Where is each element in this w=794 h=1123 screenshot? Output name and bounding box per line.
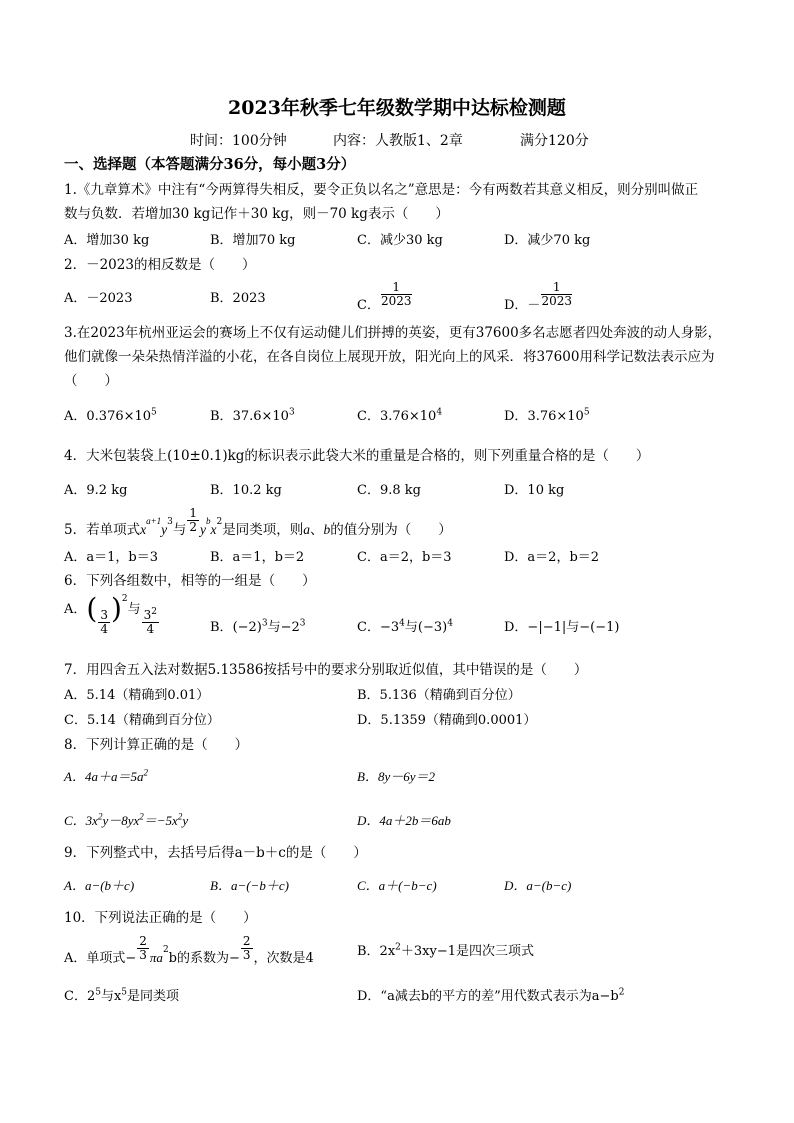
q3-option-c	[357, 407, 443, 424]
q7-option-b: B．5.136（精确到百分位）	[357, 688, 521, 703]
option-label: A．	[64, 602, 87, 617]
q2-option-d-label: D．－	[504, 297, 541, 313]
exponent: 2	[143, 767, 148, 778]
exponent: a+1	[146, 516, 162, 527]
option-label: B．	[210, 620, 233, 635]
option-value: 3.76×10	[527, 409, 584, 424]
separator: 、	[310, 521, 324, 538]
q5-fraction	[187, 507, 199, 533]
q7-option-c: C．5.14（精确到百分位）	[64, 713, 220, 728]
q2-option-b: B．2023	[210, 291, 266, 306]
fraction-denominator: 3	[139, 947, 147, 962]
option-label: C．	[357, 409, 380, 424]
q6-a-fraction	[98, 609, 110, 635]
q6-option-d: D．−|−1|与−(−1)	[504, 620, 620, 635]
q4-option-a: A．9.2 kg	[64, 483, 128, 498]
q6-stem: 6．下列各组数中，相等的一组是（ ）	[64, 573, 316, 589]
q5-stem-end: 的值分别为（ ）	[330, 521, 452, 538]
score-info: 满分120分	[520, 133, 589, 149]
q6-option-b	[210, 618, 306, 635]
time-info: 时间：100分钟	[190, 133, 287, 149]
variable-y: y	[200, 521, 207, 537]
option-label: D．	[504, 409, 528, 424]
q5-option-a: A．a＝1，b＝3	[64, 550, 159, 565]
exponent: 3	[299, 618, 306, 629]
q5-option-d: D．a＝2，b＝2	[504, 550, 600, 565]
exponent: 3	[288, 407, 295, 418]
q2-stem: 2．－2023的相反数是（ ）	[64, 257, 256, 273]
q2-option-c-fraction	[381, 281, 412, 307]
exponent: 2	[139, 811, 144, 822]
fraction-numerator: 1	[541, 281, 572, 295]
q9-option-c: C．a＋(−b−c)	[357, 878, 437, 893]
section-heading: 一、选择题（本答题满分36分，每小题3分）	[64, 156, 356, 173]
option-value: 0.376×10	[86, 409, 152, 424]
q4-expression: (10±0.1)	[167, 448, 228, 464]
q2-option-d	[504, 280, 573, 313]
fraction-denominator: 2023	[380, 293, 412, 308]
q3-stem-line2: 他们就像一朵朵热情洋溢的小花，在各自岗位上展现开放，阳光向上的风采．将37600用科学记数法表示应为	[64, 349, 715, 365]
fraction-denominator: 2	[189, 519, 198, 534]
q8-stem: 8．下列计算正确的是（ ）	[64, 737, 249, 753]
option-label: A．	[64, 409, 87, 424]
numerator-base: 3	[143, 608, 152, 623]
q5-stem	[64, 506, 452, 538]
q3-stem-line1: 3.在2023年杭州亚运会的赛场上不仅有运动健儿们拼搏的英姿，更有37600多名志愿者四处奔波的动人身影，	[64, 325, 722, 341]
q8-option-c	[64, 811, 189, 828]
q7-option-d: D．5.1359（精确到0.0001）	[357, 713, 537, 728]
exam-title: 2023年秋季七年级数学期中达标检测题	[228, 97, 566, 119]
right-paren: )	[110, 592, 122, 625]
q4-option-b: B．10.2 kg	[210, 483, 282, 498]
option-text: A．单项式−	[64, 950, 137, 966]
q1-option-b: B．增加70 kg	[210, 233, 296, 248]
q4-stem-post: kg的标识表示此袋大米的重量是合格的，则下列重量合格的是（ ）	[227, 448, 650, 464]
q10-option-d	[357, 987, 625, 1004]
option-text: b的系数为−	[168, 950, 240, 966]
option-value: 3.76×10	[379, 409, 437, 424]
option-text: D．“a减去b的平方的差”用代数式表示为a−b	[357, 989, 619, 1004]
fraction-denominator: 4	[146, 622, 155, 636]
q7-stem: 7．用四舍五入法对数据5.13586按括号中的要求分别取近似值，其中错误的是（ ）	[64, 662, 588, 678]
q1-stem-line1: 1.《九章算术》中注有“今两算得失相反，要令正负以名之”意思是：今有两数若其意义相反，则分别叫做正	[64, 182, 699, 198]
term: πa	[149, 949, 163, 965]
q6-c-term: C．−3	[357, 620, 400, 635]
connector: 与	[127, 602, 141, 617]
exponent: 2	[97, 811, 103, 822]
q8-option-d: D．4a＋2b＝6ab	[357, 813, 451, 828]
q7-option-a: A．5.14（精确到0.01）	[64, 688, 210, 703]
q3-option-a	[64, 407, 157, 424]
fraction-numerator: 2	[139, 934, 147, 948]
fraction-denominator: 4	[100, 622, 108, 636]
term: 与x	[100, 989, 122, 1004]
q5-stem-pre: 5．若单项式	[64, 521, 141, 538]
fraction-numerator: 3	[100, 608, 108, 623]
exponent: 5	[121, 987, 128, 998]
q8-option-b: B．8y－6y＝2	[357, 769, 435, 784]
fraction-numerator: 1	[381, 281, 412, 295]
connector: 与	[404, 620, 418, 635]
q6-a-fraction-2	[142, 609, 159, 635]
exponent: 2	[151, 607, 158, 618]
exponent: 5	[95, 987, 101, 998]
variable-b: b	[323, 521, 331, 537]
term: B．2x	[357, 944, 396, 959]
q10-a-fraction-2	[241, 935, 253, 961]
option-text: 是同类项	[127, 989, 180, 1004]
fraction-denominator: 2023	[541, 293, 572, 308]
q5-connector: 与	[172, 521, 187, 538]
q10-option-c	[64, 987, 180, 1004]
q5-option-c: C．a＝2，b＝3	[357, 550, 452, 565]
exponent: 4	[436, 407, 443, 418]
left-paren: (	[86, 592, 98, 625]
option-text: ，次数是4	[253, 950, 314, 966]
q6-option-c	[357, 618, 453, 635]
exponent: 3	[167, 517, 173, 528]
exponent: 4	[447, 618, 453, 629]
q2-option-a: A．－2023	[64, 291, 133, 306]
q10-a-fraction	[137, 935, 149, 961]
q10-option-a	[64, 934, 314, 966]
exponent: 2	[216, 517, 223, 528]
fraction-numerator: 1	[189, 506, 198, 520]
q4-stem-pre: 4．大米包装袋上	[64, 448, 168, 464]
q1-option-d: D．减少70 kg	[504, 233, 591, 248]
exponent: 2	[162, 945, 169, 956]
exponent: 2	[121, 593, 128, 604]
exponent: 5	[583, 407, 590, 418]
q3-option-d	[504, 407, 590, 424]
exponent: 5	[151, 407, 157, 418]
q5-option-b: B．a＝1，b＝2	[210, 550, 305, 565]
variable-a: a	[303, 521, 311, 537]
exponent: 2	[395, 942, 401, 953]
variable-y: y	[161, 521, 168, 537]
q6-c-expression: (−3)	[417, 620, 448, 635]
fraction-numerator	[142, 609, 159, 623]
q10-stem: 10．下列说法正确的是（ ）	[64, 910, 257, 926]
term: C．2	[64, 989, 96, 1004]
q6-option-a	[64, 592, 160, 636]
exponent: 3	[261, 618, 268, 629]
fraction-numerator: 2	[242, 934, 251, 948]
q9-option-a: A．a−(b＋c)	[64, 878, 135, 893]
q9-option-d: D．a−(b−c)	[504, 878, 572, 893]
variable-x: x	[140, 521, 147, 537]
fraction-denominator: 3	[242, 947, 251, 962]
option-value: 37.6×10	[232, 409, 289, 424]
term: ＝−5x	[143, 813, 178, 828]
term: y	[182, 813, 189, 828]
q9-stem: 9．下列整式中，去括号后得a－b＋c的是（ ）	[64, 845, 367, 861]
q4-option-d: D．10 kg	[504, 483, 565, 498]
q3-option-b	[210, 407, 295, 424]
q1-stem-line2: 数与负数．若增加30 kg记作＋30 kg，则－70 kg表示（ ）	[64, 206, 449, 222]
term: C．3x	[64, 813, 98, 828]
content-info: 内容：人教版1、2章	[333, 133, 463, 149]
q1-option-c: C．减少30 kg	[357, 233, 443, 248]
exponent: b	[206, 516, 211, 527]
term: y－8yx	[102, 813, 140, 828]
exponent: 4	[399, 618, 405, 629]
q2-option-c-label: C．	[357, 297, 380, 313]
exponent: 2	[618, 987, 625, 998]
variable-x: x	[210, 521, 217, 537]
option-text: ＋3xy−1是四次三项式	[400, 944, 535, 959]
q2-option-d-fraction	[541, 281, 572, 307]
q9-option-b: B．a−(−b＋c)	[210, 878, 289, 893]
q2-option-c	[357, 280, 413, 313]
q10-option-b	[357, 942, 535, 959]
option-text: A．4a＋a＝5a	[64, 769, 144, 784]
q1-option-a: A．增加30 kg	[64, 233, 150, 248]
q5-stem-post: 是同类项，则	[222, 521, 304, 538]
q6-b-connector: 与−2	[267, 620, 300, 635]
q4-option-c: C．9.8 kg	[357, 483, 421, 498]
option-label: B．	[210, 409, 233, 424]
exponent: 2	[177, 811, 183, 822]
q4-stem	[64, 450, 649, 464]
q6-b-expression: (−2)	[232, 620, 262, 635]
q8-option-a	[64, 767, 148, 784]
q3-stem-line3: （ ）	[64, 373, 118, 389]
